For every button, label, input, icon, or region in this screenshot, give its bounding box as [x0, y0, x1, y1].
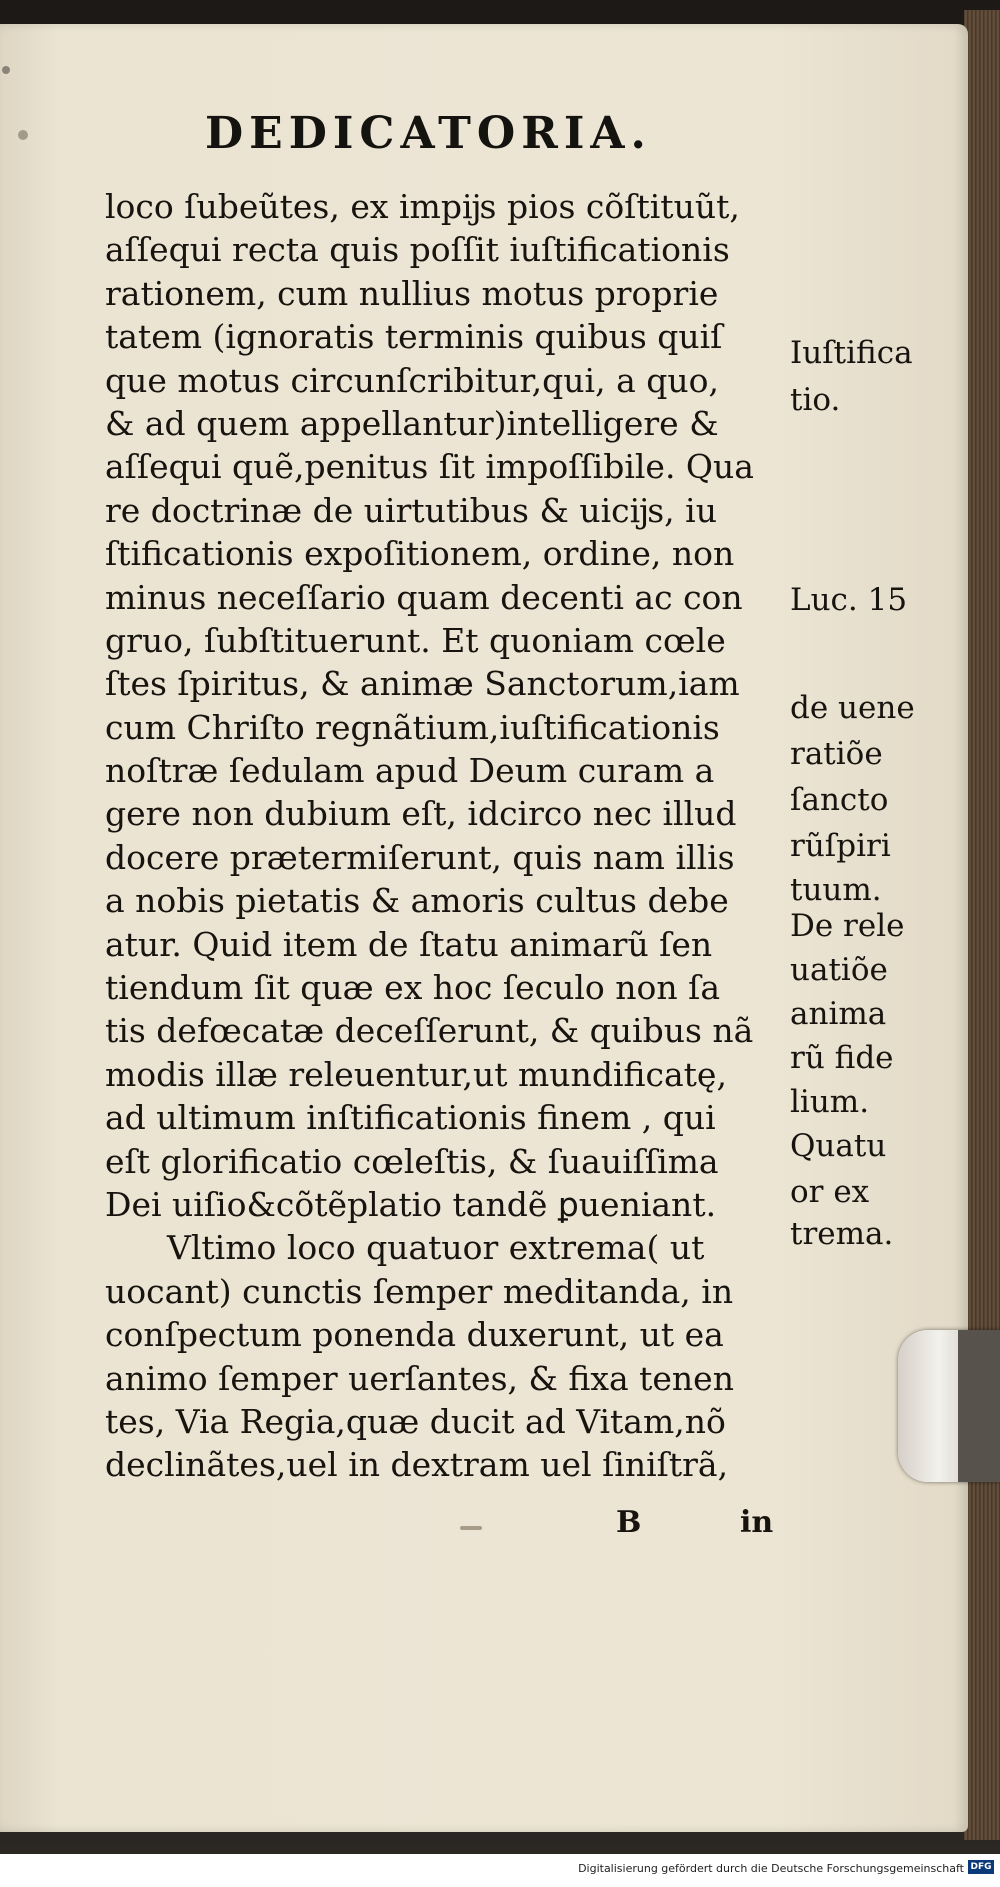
text-line: declinãtes,uel in dextram uel ſiniſtrã, [105, 1445, 729, 1485]
margin-note: rũ fide [790, 1040, 894, 1076]
margin-note: lium. [790, 1084, 870, 1120]
text-line: tiendum ſit quæ ex hoc ſeculo non ſa [105, 968, 721, 1008]
text-line: ad ultimum inſtificationis finem , qui [105, 1098, 716, 1138]
text-line: Vltimo loco quatuor extrema( ut [167, 1228, 705, 1268]
text-line: modis illæ releuentur,ut mundificatę, [105, 1054, 727, 1094]
body-text [105, 185, 754, 1487]
margin-note: uatiõe [790, 952, 888, 988]
text-line: Dei uiſio&cõtẽplatio tandẽ ꝑueniant. [105, 1184, 717, 1224]
text-line: loco ſubeũtes, ex impĳs pios cõſtituũt, [105, 187, 740, 226]
text-line: gruo, ſubſtituerunt. Et quoniam cœle [105, 620, 726, 660]
margin-note: or ex [790, 1174, 870, 1210]
text-line: a nobis pietatis & amoris cultus debe [105, 881, 729, 921]
margin-note: De rele [790, 908, 905, 944]
margin-note: tio. [790, 382, 841, 418]
page-clip-shadow [958, 1330, 1000, 1482]
running-header: DEDICATORIA. [205, 108, 652, 159]
binding-hole [2, 66, 10, 74]
ink-smudge [460, 1526, 482, 1530]
text-line: ſtes ſpiritus, & animæ Sanctorum,iam [105, 664, 740, 704]
text-line: ſtificationis expoſitionem, ordine, non [105, 534, 735, 574]
binding-hole [18, 130, 28, 140]
signature-mark: B [616, 1505, 642, 1540]
text-line: conſpectum ponenda duxerunt, ut ea [105, 1315, 724, 1355]
book-fore-edge [964, 10, 1000, 1840]
page-clip [898, 1330, 1000, 1482]
digitization-credit: Digitalisierung gefördert durch die Deutsche Forschungsgemeinschaft [578, 1862, 964, 1875]
text-line: re doctrinæ de uirtutibus & uicĳs, iu [105, 490, 717, 530]
text-line: tes, Via Regia,quæ ducit ad Vitam,nõ [105, 1401, 726, 1441]
margin-note: de uene [790, 690, 915, 726]
margin-note: ſancto [790, 782, 889, 818]
text-line: cum Chriſto regnãtium,iuſtificationis [105, 707, 720, 747]
margin-note: trema. [790, 1216, 894, 1252]
text-line: noſtræ ſedulam apud Deum curam a [105, 751, 715, 791]
text-line: aſſequi quẽ,penitus ſit impoſſibile. Qua [105, 447, 754, 487]
scan-bottom-border [0, 1842, 1000, 1854]
text-line: & ad quem appellantur)intelligere & [105, 403, 719, 443]
margin-note: Iuſtifica [790, 335, 913, 371]
text-line: gere non dubium eſt, idcirco nec illud [105, 794, 737, 834]
text-line: rationem, cum nullius motus proprie [105, 273, 719, 313]
text-line: docere prætermiſerunt, quis nam illis [105, 837, 735, 877]
margin-note: ratiõe [790, 736, 883, 772]
margin-note: Quatu [790, 1128, 887, 1164]
text-line: que motus circunſcribitur,qui, a quo, [105, 360, 719, 400]
text-line: tatem (ignoratis terminis quibus quiſ [105, 317, 723, 357]
text-line: minus neceſſario quam decenti ac con [105, 577, 743, 617]
dfg-logo: DFG [968, 1860, 994, 1874]
margin-note: Luc. 15 [790, 582, 908, 618]
catchword: in [740, 1505, 774, 1540]
text-line: atur. Quid item de ſtatu animarũ ſen [105, 924, 713, 964]
text-line: animo ſemper uerſantes, & fixa tenen [105, 1358, 734, 1398]
margin-note: tuum. [790, 872, 882, 908]
text-line: eſt glorificatio cœleſtis, & ſuauiſſima [105, 1141, 719, 1181]
text-line: uocant) cunctis ſemper meditanda, in [105, 1271, 734, 1311]
margin-note: anima [790, 996, 887, 1032]
text-line: aſſequi recta quis poſſit iuſtificationis [105, 230, 730, 270]
text-line: tis defœcatæ deceſſerunt, & quibus nã [105, 1011, 754, 1051]
margin-note: rũſpiri [790, 828, 891, 864]
